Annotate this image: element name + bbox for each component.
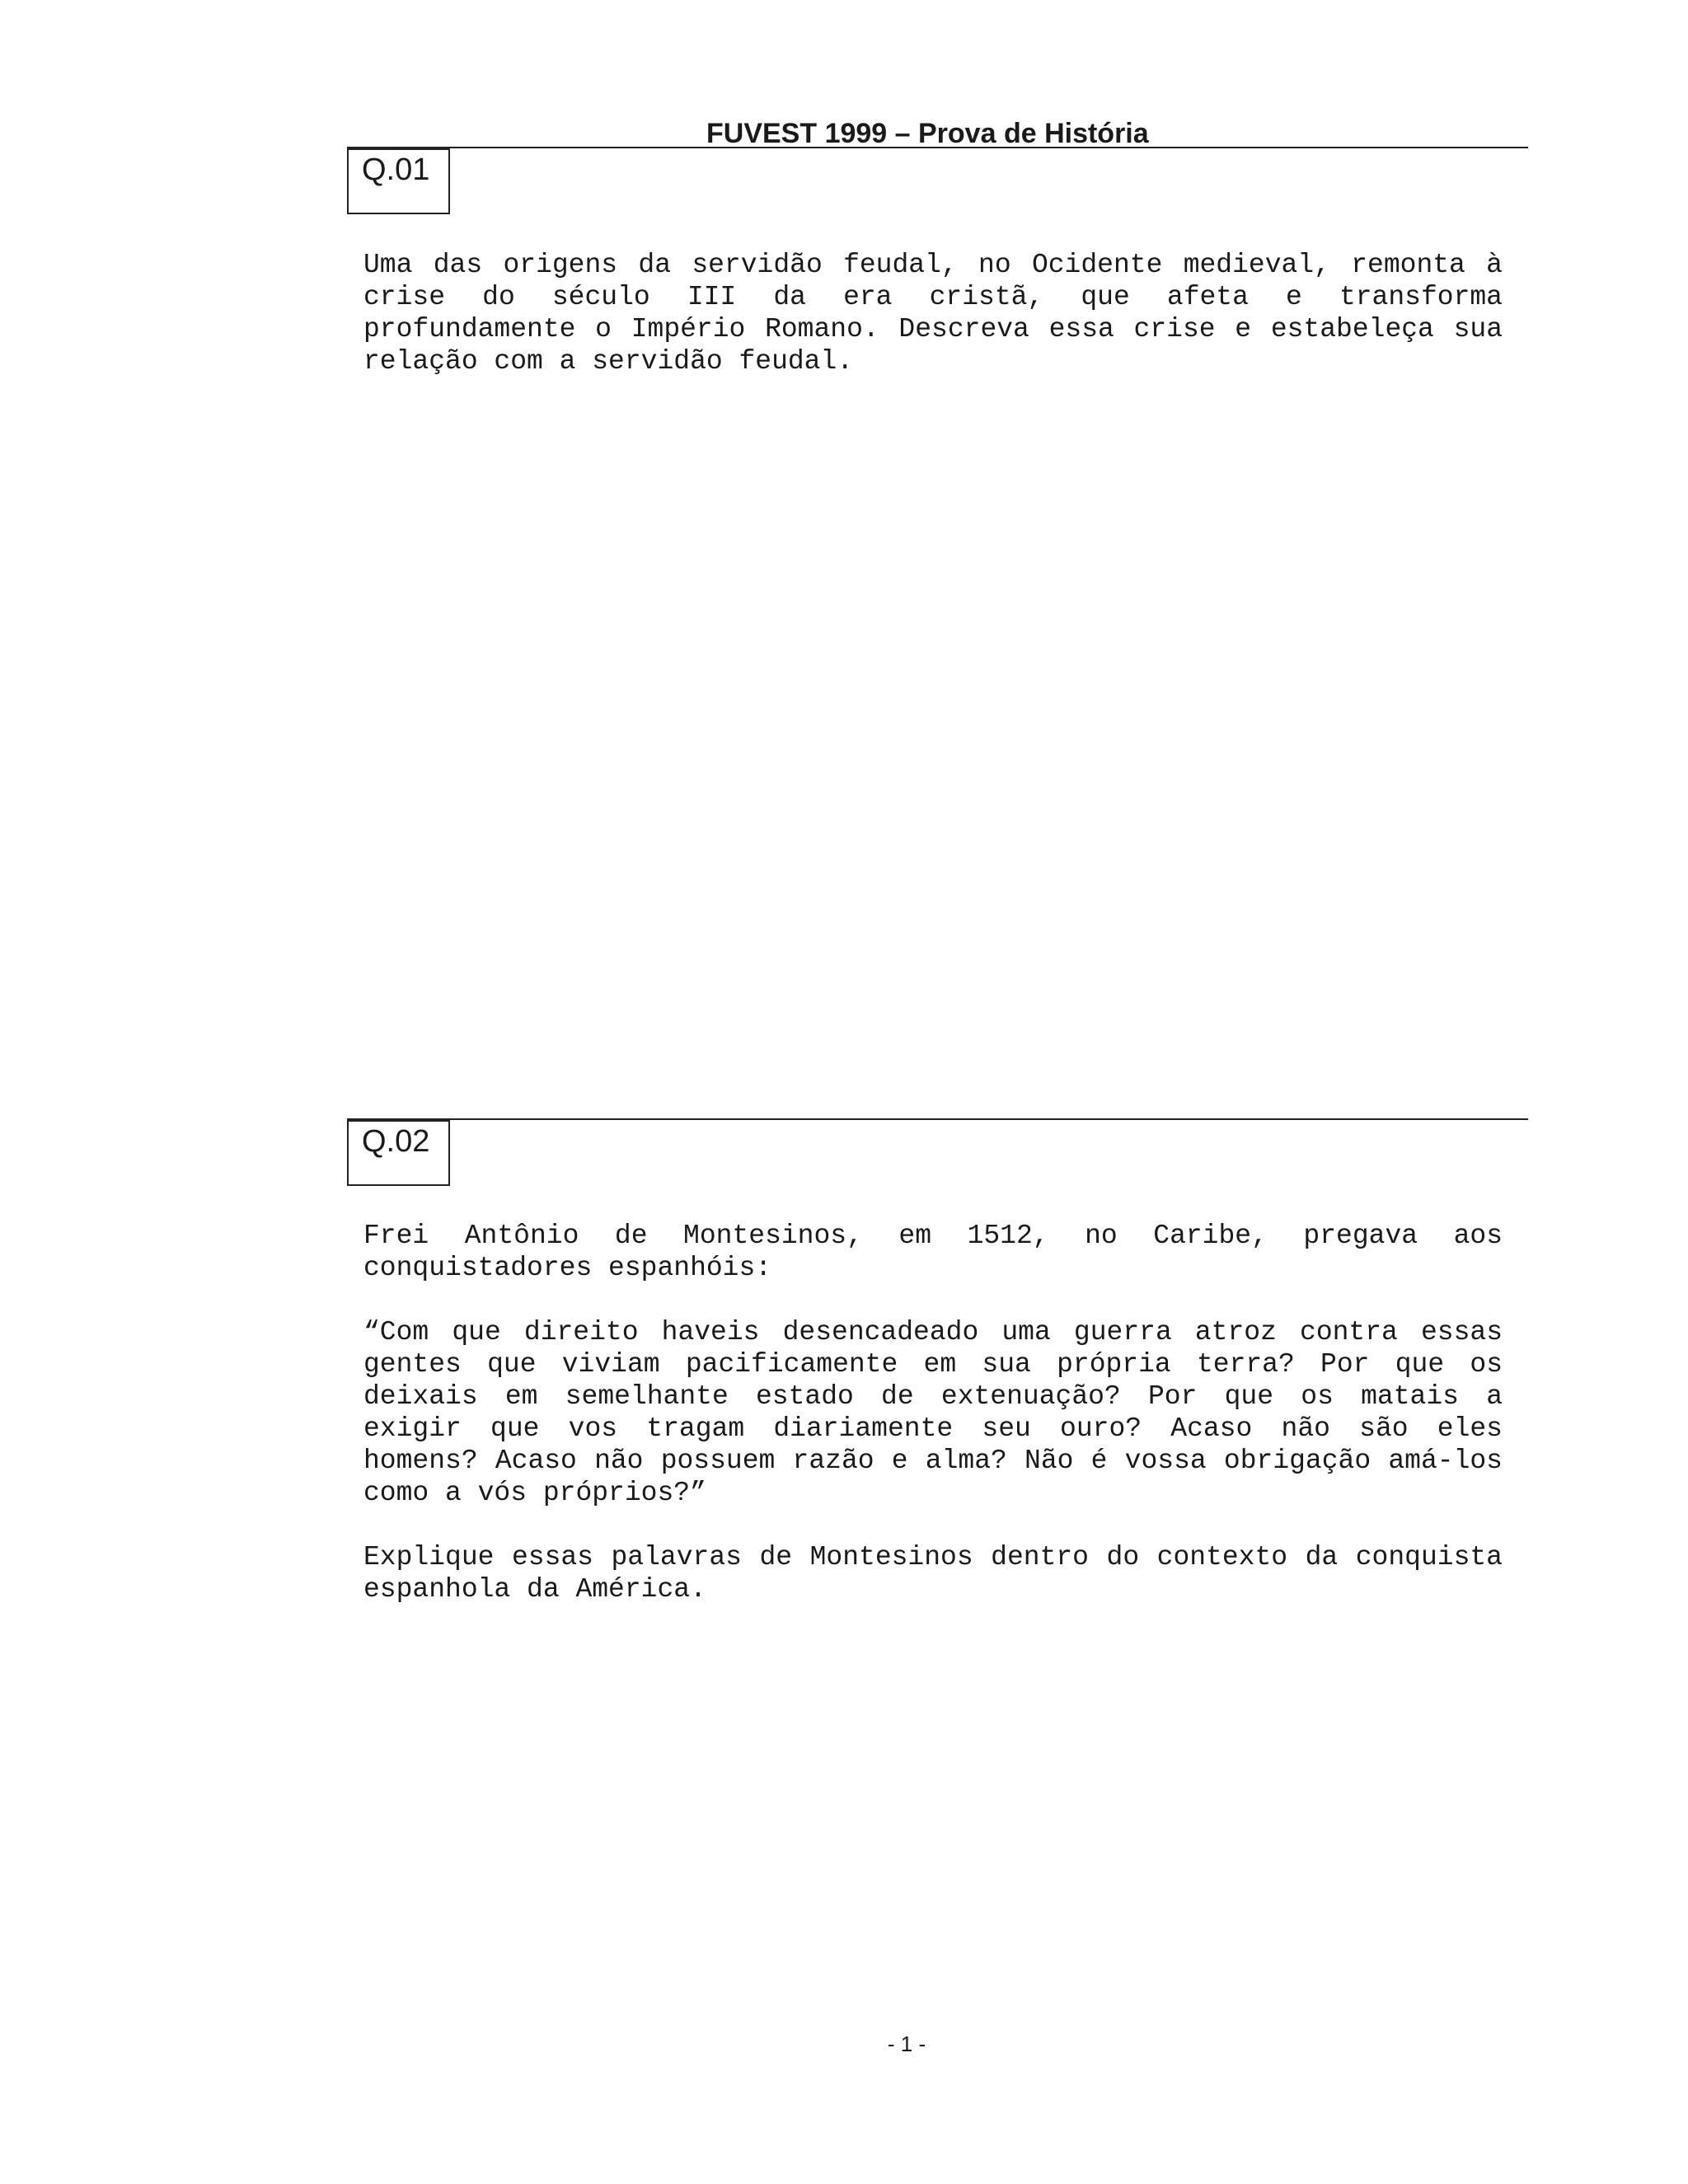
- question-number: Q.01: [362, 152, 430, 187]
- question-number: Q.02: [362, 1124, 430, 1159]
- question-divider: [347, 1118, 1528, 1120]
- question-number-box: [347, 1120, 450, 1186]
- question-divider: [347, 147, 1528, 148]
- page-number: - 1 -: [887, 2032, 926, 2056]
- question-number-box: [347, 148, 450, 214]
- quotation-text: “Com que direito haveis desencadeado uma guerra atroz contra essas gentes que viviam pacificamente em sua própria terra? Por que os deixais em semelhante estado de extenuação? Por que os matais a exigir que vos tragam diariamente seu ouro? Acaso não são eles homens? Acaso não possuem razão e alma? Não é vossa obrigação amá-los como a vós próprios?”: [363, 1317, 1503, 1508]
- question-intro-text: Frei Antônio de Montesinos, em 1512, no Caribe, pregava aos conquistadores espanhóis:: [363, 1221, 1503, 1283]
- page-title: FUVEST 1999 – Prova de História: [706, 118, 1149, 149]
- question-text: Uma das origens da servidão feudal, no Ocidente medieval, remonta à crise do século III da era cristã, que afeta e transforma profundamente o Império Romano. Descreva essa crise e estabeleça sua relação com a servidão feudal.: [363, 250, 1503, 377]
- question-instruction-text: Explique essas palavras de Montesinos dentro do contexto da conquista espanhola da América.: [363, 1542, 1503, 1605]
